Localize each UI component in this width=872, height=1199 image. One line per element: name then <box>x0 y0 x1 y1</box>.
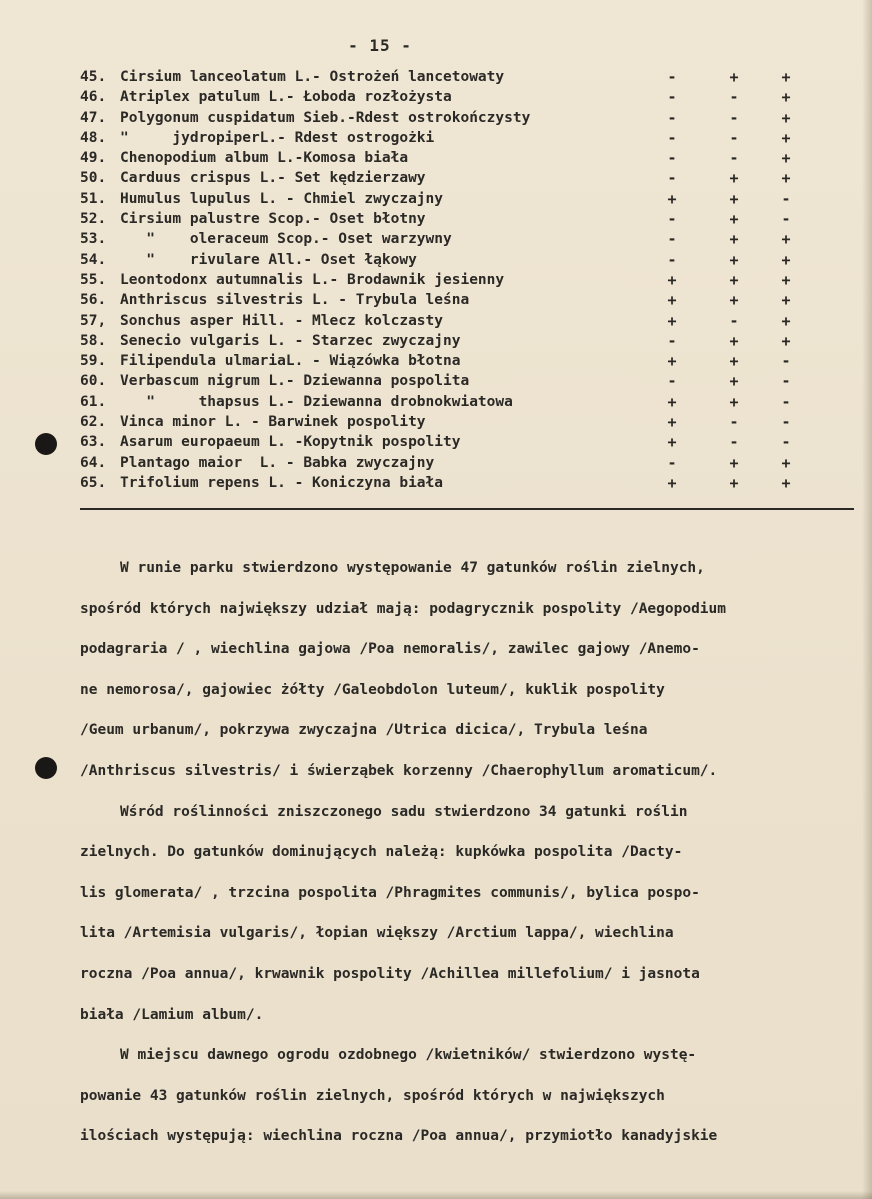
species-number: 50. <box>80 170 107 187</box>
occurrence-mark: - <box>781 352 791 371</box>
occurrence-mark: + <box>729 230 739 249</box>
occurrence-mark: + <box>781 291 791 310</box>
species-name: Polygonum cuspidatum Sieb.-Rdest ostrokończysty <box>120 109 531 126</box>
body-text <box>80 548 850 1157</box>
occurrence-mark: + <box>781 169 791 188</box>
species-number: 54. <box>80 251 107 268</box>
species-number: 46. <box>80 89 107 106</box>
occurrence-mark: - <box>729 108 739 127</box>
text-line: powanie 43 gatunków roślin zielnych, spośród których w największych <box>80 1087 665 1104</box>
occurrence-mark: + <box>781 108 791 127</box>
occurrence-mark: + <box>667 311 677 330</box>
text-line: W miejscu dawnego ogrodu ozdobnego /kwietników/ stwierdzono wystę- <box>120 1047 697 1064</box>
species-number: 62. <box>80 414 107 431</box>
occurrence-mark: + <box>667 392 677 411</box>
occurrence-mark: + <box>729 352 739 371</box>
species-row <box>80 392 820 412</box>
species-number: 51. <box>80 190 107 207</box>
species-name: Sonchus asper Hill. - Mlecz kolczasty <box>120 312 444 329</box>
occurrence-mark: + <box>667 473 677 492</box>
occurrence-mark: + <box>729 210 739 229</box>
occurrence-mark: + <box>781 453 791 472</box>
occurrence-mark: - <box>729 433 739 452</box>
occurrence-mark: - <box>781 210 791 229</box>
species-row <box>80 453 820 473</box>
species-name: Plantago maior L. - Babka zwyczajny <box>120 454 435 471</box>
species-number: 56. <box>80 292 107 309</box>
species-row <box>80 67 820 87</box>
species-name: Chenopodium album L.-Komosa biała <box>120 150 409 167</box>
species-number: 52. <box>80 211 107 228</box>
occurrence-mark: + <box>667 189 677 208</box>
occurrence-mark: - <box>667 230 677 249</box>
species-number: 47. <box>80 109 107 126</box>
species-name: Humulus lupulus L. - Chmiel zwyczajny <box>120 190 444 207</box>
occurrence-mark: + <box>781 331 791 350</box>
occurrence-mark: - <box>781 392 791 411</box>
species-row <box>80 351 820 371</box>
occurrence-mark: - <box>667 108 677 127</box>
text-line: Wśród roślinności zniszczonego sadu stwierdzono 34 gatunki roślin <box>120 803 688 820</box>
page-number: - 15 - <box>348 36 412 55</box>
occurrence-mark: + <box>729 189 739 208</box>
occurrence-mark: + <box>781 311 791 330</box>
species-row <box>80 229 820 249</box>
occurrence-mark: - <box>667 210 677 229</box>
occurrence-mark: + <box>781 270 791 289</box>
occurrence-mark: + <box>667 270 677 289</box>
text-line: ilościach występują: wiechlina roczna /Poa annua/, przymiotło kanadyjskie <box>80 1128 718 1145</box>
occurrence-mark: - <box>729 413 739 432</box>
species-number: 48. <box>80 129 107 146</box>
species-name: " oleraceum Scop.- Oset warzywny <box>120 231 452 248</box>
species-row <box>80 128 820 148</box>
divider-line <box>80 508 854 510</box>
occurrence-mark: + <box>729 169 739 188</box>
species-name: " rivulare All.- Oset łąkowy <box>120 251 417 268</box>
species-number: 49. <box>80 150 107 167</box>
species-name: Leontodonx autumnalis L.- Brodawnik jesienny <box>120 271 505 288</box>
species-number: 60. <box>80 373 107 390</box>
species-name: Carduus crispus L.- Set kędzierzawy <box>120 170 426 187</box>
species-name: " jydropiperL.- Rdest ostrogożki <box>120 129 435 146</box>
species-name: Verbascum nigrum L.- Dziewanna pospolita <box>120 373 470 390</box>
occurrence-mark: - <box>667 331 677 350</box>
occurrence-mark: + <box>729 331 739 350</box>
text-line: biała /Lamium album/. <box>80 1006 264 1023</box>
occurrence-mark: + <box>781 250 791 269</box>
occurrence-mark: + <box>729 270 739 289</box>
occurrence-mark: + <box>729 68 739 86</box>
occurrence-mark: + <box>667 291 677 310</box>
occurrence-mark: - <box>667 250 677 269</box>
occurrence-mark: - <box>667 372 677 391</box>
text-line: roczna /Poa annua/, krwawnik pospolity /Achillea millefolium/ i jasnota <box>80 965 700 982</box>
species-number: 61. <box>80 393 107 410</box>
page-edge-shadow <box>0 1191 872 1199</box>
species-number: 58. <box>80 332 107 349</box>
occurrence-mark: + <box>729 372 739 391</box>
occurrence-mark: - <box>667 88 677 107</box>
occurrence-mark: - <box>667 149 677 168</box>
species-row <box>80 473 820 493</box>
occurrence-mark: + <box>781 149 791 168</box>
text-line: lis glomerata/ , trzcina pospolita /Phragmites communis/, bylica pospo- <box>80 884 700 901</box>
occurrence-mark: - <box>667 453 677 472</box>
species-number: 64. <box>80 454 107 471</box>
occurrence-mark: - <box>729 149 739 168</box>
species-name: Anthriscus silvestris L. - Trybula leśna <box>120 292 470 309</box>
occurrence-mark: - <box>781 413 791 432</box>
species-row <box>80 168 820 188</box>
species-row <box>80 148 820 168</box>
species-number: 57, <box>80 312 107 329</box>
species-row <box>80 290 820 310</box>
occurrence-mark: + <box>729 473 739 492</box>
species-list <box>80 67 820 493</box>
species-row <box>80 87 820 107</box>
species-name: Cirsium palustre Scop.- Oset błotny <box>120 211 426 228</box>
text-line: zielnych. Do gatunków dominujących należą: kupkówka pospolita /Dacty- <box>80 844 683 861</box>
occurrence-mark: + <box>781 230 791 249</box>
species-number: 65. <box>80 474 107 491</box>
text-line: lita /Artemisia vulgaris/, łopian większy /Arctium lappa/, wiechlina <box>80 925 674 942</box>
species-name: Atriplex patulum L.- Łoboda rozłożysta <box>120 89 452 106</box>
occurrence-mark: - <box>781 189 791 208</box>
species-row <box>80 250 820 270</box>
occurrence-mark: - <box>729 128 739 147</box>
species-row <box>80 412 820 432</box>
occurrence-mark: + <box>729 250 739 269</box>
species-name: Filipendula ulmariaL. - Wiązówka błotna <box>120 353 461 370</box>
species-row <box>80 331 820 351</box>
species-row <box>80 189 820 209</box>
punch-hole <box>35 757 57 779</box>
species-row <box>80 270 820 290</box>
species-number: 45. <box>80 69 107 85</box>
occurrence-mark: - <box>667 169 677 188</box>
species-name: Senecio vulgaris L. - Starzec zwyczajny <box>120 332 461 349</box>
occurrence-mark: + <box>667 413 677 432</box>
occurrence-mark: + <box>729 453 739 472</box>
species-number: 53. <box>80 231 107 248</box>
text-line: spośród których największy udział mają: podagrycznik pospolity /Aegopodium <box>80 600 727 617</box>
species-name: Trifolium repens L. - Koniczyna biała <box>120 474 444 491</box>
species-name: Vinca minor L. - Barwinek pospolity <box>120 414 426 431</box>
text-line: /Anthriscus silvestris/ i świerząbek korzenny /Chaerophyllum aromaticum/. <box>80 762 718 779</box>
occurrence-mark: + <box>781 128 791 147</box>
occurrence-mark: + <box>781 473 791 492</box>
species-row <box>80 311 820 331</box>
species-row <box>80 432 820 452</box>
species-row <box>80 108 820 128</box>
text-line: /Geum urbanum/, pokrzywa zwyczajna /Utrica dicica/, Trybula leśna <box>80 722 648 739</box>
occurrence-mark: + <box>781 68 791 86</box>
punch-hole <box>35 433 57 455</box>
occurrence-mark: - <box>667 68 677 86</box>
species-number: 59. <box>80 353 107 370</box>
occurrence-mark: + <box>667 433 677 452</box>
occurrence-mark: - <box>667 128 677 147</box>
occurrence-mark: + <box>729 392 739 411</box>
species-name: " thapsus L.- Dziewanna drobnokwiatowa <box>120 393 513 410</box>
occurrence-mark: - <box>729 88 739 107</box>
occurrence-mark: + <box>667 352 677 371</box>
species-name: Asarum europaeum L. -Kopytnik pospolity <box>120 434 461 451</box>
occurrence-mark: + <box>729 291 739 310</box>
occurrence-mark: - <box>781 433 791 452</box>
occurrence-mark: - <box>781 372 791 391</box>
species-name: Cirsium lanceolatum L.- Ostrożeń lancetowaty <box>120 69 505 85</box>
species-number: 63. <box>80 434 107 451</box>
text-line: W runie parku stwierdzono występowanie 47 gatunków roślin zielnych, <box>120 560 705 576</box>
occurrence-mark: - <box>729 311 739 330</box>
occurrence-mark: + <box>781 88 791 107</box>
page-edge-shadow <box>862 0 872 1199</box>
text-line: podagraria / , wiechlina gajowa /Poa nemoralis/, zawilec gajowy /Anemo- <box>80 641 700 658</box>
species-row <box>80 371 820 391</box>
text-line: ne nemorosa/, gajowiec żółty /Galeobdolon luteum/, kuklik pospolity <box>80 681 665 698</box>
species-number: 55. <box>80 271 107 288</box>
species-row <box>80 209 820 229</box>
